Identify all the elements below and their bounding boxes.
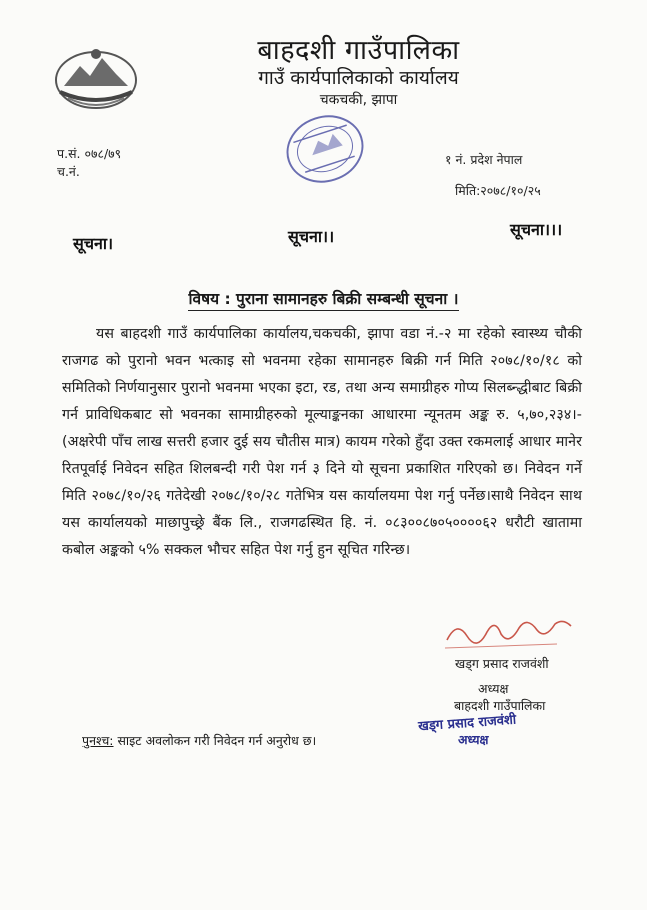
role-stamp: अध्यक्ष bbox=[458, 732, 489, 747]
office-location: चकचकी, झापा bbox=[319, 92, 398, 108]
office-subtitle: गाउँ कार्यपालिकाको कार्यालय bbox=[258, 67, 459, 89]
reference-number: प.सं. ०७८/७९ bbox=[57, 146, 122, 161]
notice-body: यस बाहदशी गाउँ कार्यपालिका कार्यालय,चकचकी, झापा वडा नं.-२ मा रहेको स्वास्थ्य चौकी राजगढ को पुरानो भवन भत्काइ सो भवनमा रहेका सामानहरु बिक्री गर्न मिति २०७८/१०/१८ को समितिको निर्णयानुसार पुरानो भवनमा भएका इटा, रड, तथा अन्य समाग्रीहरु गोप्य सिलब्न्द्धीबाट बिक्री गर्न प्राविधिकबाट सो भवनका सामाग्रीहरुको मूल्याङ्कनका आधारमा न्यूनतम अङ्क रु. ५,७०,२३४।- (अक्षरेपी पाँच लाख सत्तरी हजार दुई सय चौतीस मात्र) कायम गरेको हुँदा उक्त रकमलाई आधार मानेर रितपूर्वाई निवेदन सहित शिलबन्दी गरी पेश गर्न ३ दिने यो सूचना प्रकाशित गरिएको छ। निवेदन गर्ने मिति २०७८/१०/२६ गतेदेखी २०७८/१०/२८ गतेभित्र यस कार्यालयमा पेश गर्नु पर्नेछ।साथै निवेदन साथ यस कार्यालयको माछापुच्छ्रे बैंक लि., राजगढस्थित हि. नं. ०८३००८७०५००००६२ धरौटी खातामा कबोल अङ्कको ५% सक्कल भौचर सहित पेश गर्नु हुन सूचित गरिन्छ। bbox=[62, 326, 582, 558]
office-name: बाहदशी गाउँपालिका bbox=[257, 35, 460, 66]
notice-heading-3: सूचना।।। bbox=[510, 220, 563, 239]
signatory-name: खड्ग प्रसाद राजवंशी bbox=[455, 656, 549, 671]
signatory-role: अध्यक्ष bbox=[478, 681, 509, 696]
subject-text: विषय : पुराना सामानहरु बिक्री सम्बन्धी सूचना । bbox=[188, 290, 458, 311]
notice-date: मिति:२०७८/१०/२५ bbox=[455, 183, 541, 198]
dispatch-number: च.नं. bbox=[57, 164, 80, 179]
office-stamp-icon bbox=[275, 105, 375, 193]
postscript-label: पुनश्च: bbox=[82, 733, 114, 748]
postscript bbox=[82, 732, 316, 749]
province-label: १ नं. प्रदेश नेपाल bbox=[445, 152, 523, 167]
subject-line bbox=[0, 287, 647, 309]
signature-icon bbox=[437, 610, 582, 654]
signatory-office: बाहदशी गाउँपालिका bbox=[454, 698, 546, 713]
name-stamp: खड्ग प्रसाद राजवंशी bbox=[417, 712, 517, 735]
notice-heading-2: सूचना।। bbox=[288, 227, 335, 246]
postscript-text: साइट अवलोकन गरी निवेदन गर्न अनुरोध छ। bbox=[113, 733, 317, 748]
notice-heading-1: सूचना। bbox=[73, 234, 114, 253]
